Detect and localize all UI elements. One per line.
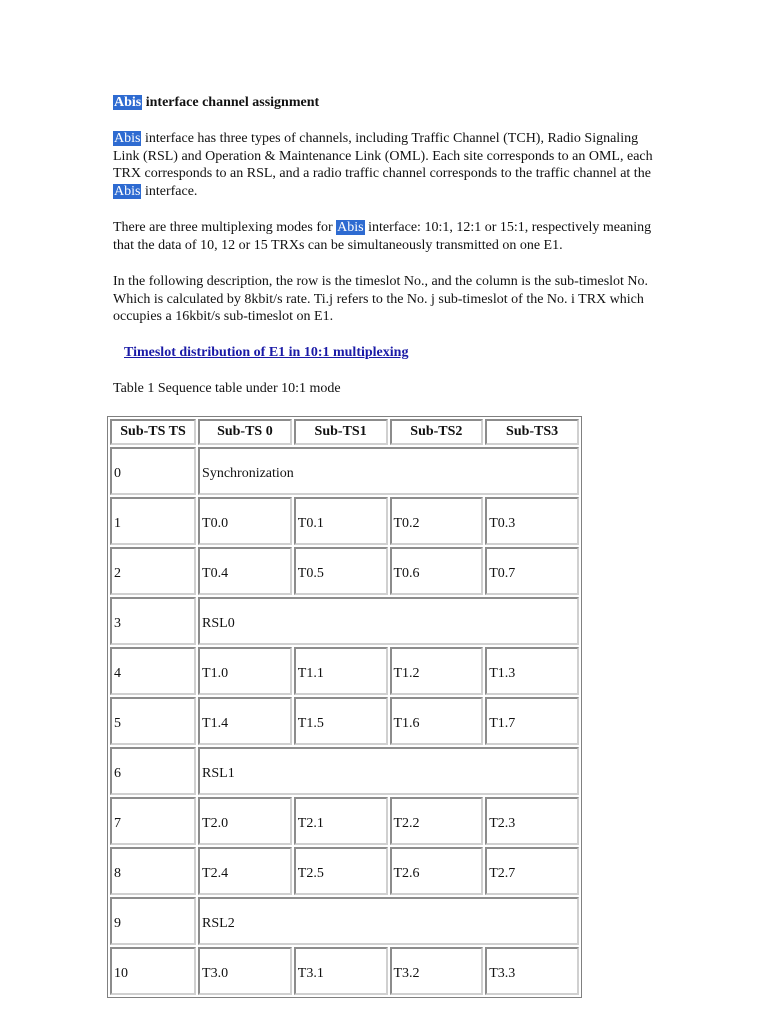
table-row — [110, 647, 579, 695]
column-header: Sub-TS2 — [390, 419, 484, 445]
column-header: Sub-TS 0 — [198, 419, 292, 445]
table-cell: T2.0 — [198, 797, 292, 845]
table-cell: RSL2 — [198, 897, 579, 945]
table-row — [110, 947, 579, 995]
column-header: Sub-TS1 — [294, 419, 388, 445]
paragraph-multiplexing: There are three multiplexing modes for Abis interface: 10:1, 12:1 or 15:1, respectively meaning that the data of 10, 12 or 15 TRXs can be simultaneously transmitted on one E1. — [113, 220, 652, 253]
table-cell: T1.6 — [390, 697, 484, 745]
sequence-table — [107, 416, 582, 998]
table-row — [110, 547, 579, 595]
table-cell: T1.1 — [294, 647, 388, 695]
table-row — [110, 697, 579, 745]
table-row — [110, 897, 579, 945]
table-cell: T0.0 — [198, 497, 292, 545]
table-cell: 5 — [110, 697, 196, 745]
table-cell: T1.5 — [294, 697, 388, 745]
table-cell: 8 — [110, 847, 196, 895]
table-cell: T0.6 — [390, 547, 484, 595]
table-row — [110, 597, 579, 645]
table-cell: 6 — [110, 747, 196, 795]
table-row — [110, 797, 579, 845]
timeslot-distribution-link[interactable]: Timeslot distribution of E1 in 10:1 multiplexing — [124, 345, 409, 360]
table-caption: Table 1 Sequence table under 10:1 mode — [113, 381, 341, 396]
table-cell: T1.4 — [198, 697, 292, 745]
table-cell: T0.2 — [390, 497, 484, 545]
table-cell: T0.1 — [294, 497, 388, 545]
table-cell: T1.0 — [198, 647, 292, 695]
search-highlight: Abis — [114, 131, 141, 146]
paragraph-description: In the following description, the row is the timeslot No., and the column is the sub-timeslot No. Which is calculated by 8kbit/s rate. Ti.j refers to the No. j sub-timeslot of the No. i TRX which occupies a 16kbit/s sub-timeslot on E1. — [113, 274, 649, 324]
search-highlight: Abis — [114, 183, 141, 199]
table-cell: T2.3 — [485, 797, 579, 845]
table-cell: T0.5 — [294, 547, 388, 595]
table-cell: 7 — [110, 797, 196, 845]
table-cell: T3.3 — [485, 947, 579, 995]
table-cell: T0.4 — [198, 547, 292, 595]
table-cell: T3.2 — [390, 947, 484, 995]
section-title: Abis interface channel assignment — [114, 95, 320, 110]
table-row — [110, 747, 579, 795]
table-row — [110, 447, 579, 495]
table-cell: T1.3 — [485, 647, 579, 695]
table-cell: T0.7 — [485, 547, 579, 595]
table-cell: T1.7 — [485, 697, 579, 745]
table-cell: RSL1 — [198, 747, 579, 795]
table-header-row — [110, 419, 579, 445]
table-cell: Synchronization — [198, 447, 579, 495]
table-cell: 3 — [110, 597, 196, 645]
table-cell: T2.5 — [294, 847, 388, 895]
table-cell: T2.1 — [294, 797, 388, 845]
column-header: Sub-TS TS — [110, 419, 196, 445]
paragraph-intro: Abis interface has three types of channels, including Traffic Channel (TCH), Radio Signaling Link (RSL) and Operation & Maintenance Link (OML). Each site corresponds to an OML, each TRX corresponds to an RSL, and a radio traffic channel corresponds to the traffic channel at the Abis interface. — [113, 131, 653, 199]
table-cell: T2.6 — [390, 847, 484, 895]
table-cell: 4 — [110, 647, 196, 695]
table-cell: T2.2 — [390, 797, 484, 845]
table-cell: T3.0 — [198, 947, 292, 995]
table-cell: 9 — [110, 897, 196, 945]
table-cell: 1 — [110, 497, 196, 545]
table-row — [110, 497, 579, 545]
search-highlight: Abis — [114, 95, 142, 110]
table-cell: T0.3 — [485, 497, 579, 545]
table-cell: 0 — [110, 447, 196, 495]
table-cell: T3.1 — [294, 947, 388, 995]
column-header: Sub-TS3 — [485, 419, 579, 445]
search-highlight: Abis — [337, 220, 364, 235]
table-cell: 2 — [110, 547, 196, 595]
table-cell: T2.4 — [198, 847, 292, 895]
table-cell: 10 — [110, 947, 196, 995]
table-cell: T1.2 — [390, 647, 484, 695]
table-cell: T2.7 — [485, 847, 579, 895]
table-row — [110, 847, 579, 895]
table-cell: RSL0 — [198, 597, 579, 645]
